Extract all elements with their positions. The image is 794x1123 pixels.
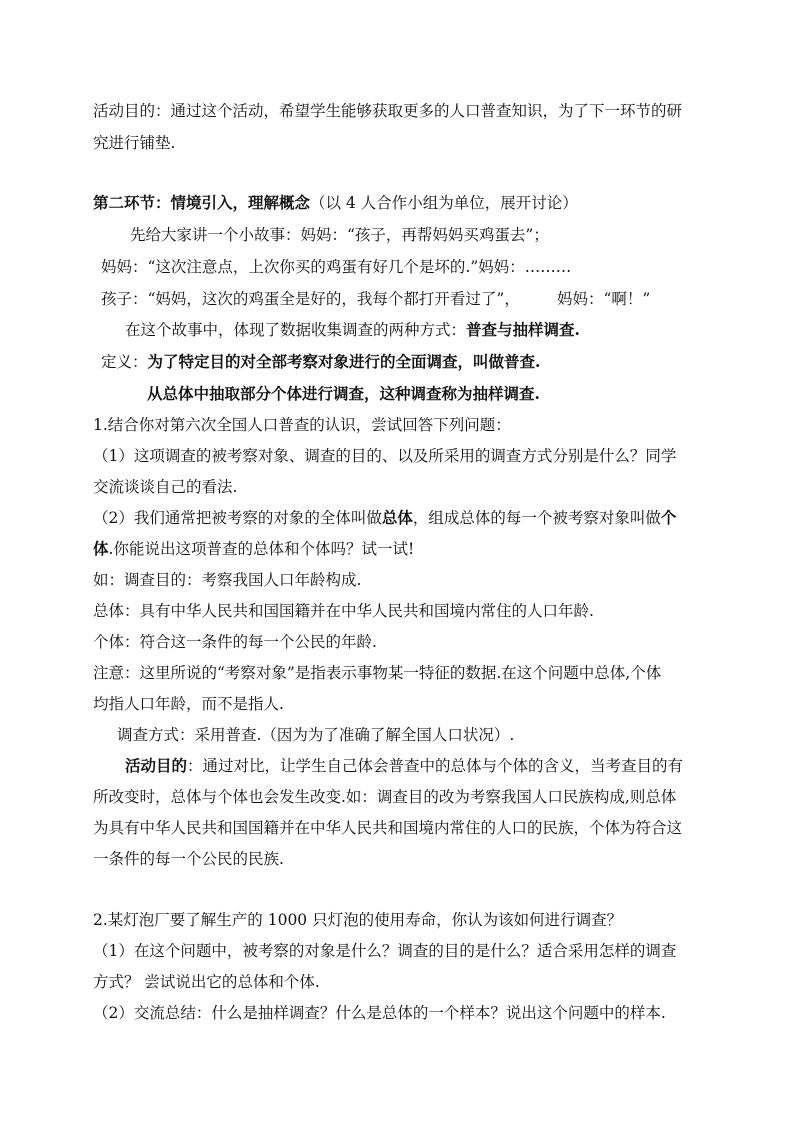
q2-intro: 2.某灯泡厂要了解生产的 1000 只灯泡的使用寿命，你认为该如何进行调查？	[93, 911, 623, 929]
definition-label: 定义：	[101, 353, 148, 371]
activity2-line-2: 所改变时，总体与个体也会发生改变.如：调查目的改为考察我国人口民族构成,则总体	[93, 788, 677, 806]
term-individual-part2: 体	[93, 539, 109, 558]
story-line-3a: 孩子：“妈妈，这次的鸡蛋全是好的，我每个都打开看过了”，	[101, 290, 520, 308]
story-line-3b: 妈妈：“啊！”	[557, 290, 651, 308]
q1-sub2-text-a: （2）我们通常把被考察的对象的全体叫做	[93, 509, 382, 527]
activity2-label: 活动目的	[125, 756, 188, 775]
example-population: 总体：具有中华人民共和国国籍并在中华人民共和国境内常住的人口年龄.	[93, 602, 594, 620]
example-purpose: 如：调查目的：考察我国人口年龄构成.	[93, 571, 362, 589]
q1-sub2-line-1	[93, 508, 676, 528]
q1-sub2-line-2	[93, 539, 414, 559]
activity2-text-1: ：通过对比，让学生自己体会普查中的总体与个体的含义，当考查目的有	[187, 757, 684, 775]
section-2-note: （以 4 人合作小组为单位，展开讨论）	[310, 194, 578, 212]
q1-intro: 1.结合你对第六次全国人口普查的认识，尝试回答下列问题：	[93, 416, 511, 434]
q2-sub1-line-2: 方式？ 尝试说出它的总体和个体.	[93, 973, 320, 991]
example-individual: 个体：符合这一条件的每一个公民的年龄.	[93, 633, 377, 651]
q2-sub2: （2）交流总结：什么是抽样调查？什么是总体的一个样本？说出这个问题中的样本.	[93, 1004, 666, 1022]
q2-sub1-line-1: （1）在这个问题中，被考察的对象是什么？调查的目的是什么？适合采用怎样的调查	[93, 942, 677, 960]
story-line-4	[125, 320, 580, 340]
q1-sub2-text-e: .你能说出这项普查的总体和个体吗？试一试!	[108, 540, 415, 558]
story-line-2: 妈妈：“这次注意点，上次你买的鸡蛋有好几个是坏的.”妈妈：………	[101, 258, 572, 276]
q1-sub1-line-1: （1）这项调查的被考察对象、调查的目的、以及所采用的调查方式分别是什么？同学	[93, 447, 677, 465]
story-line-1: 先给大家讲一个小故事：妈妈：“孩子，再帮妈妈买鸡蛋去”；	[130, 226, 549, 244]
activity2-line-4: 一条件的每一个公民的民族.	[93, 850, 284, 868]
definition-sampling: 从总体中抽取部分个体进行调查，这种调查称为抽样调查.	[147, 384, 540, 403]
activity-purpose-line-1: 活动目的：通过这个活动，希望学生能够获取更多的人口普查知识，为了下一环节的研	[93, 102, 683, 120]
section-2-heading	[93, 193, 578, 213]
survey-methods: 普查与抽样调查.	[466, 320, 580, 339]
term-individual-part1: 个	[660, 508, 677, 527]
activity2-line-1	[125, 756, 683, 776]
q1-sub1-line-2: 交流谈谈自己的看法.	[93, 478, 238, 496]
activity-purpose-line-2: 究进行铺垫.	[93, 134, 176, 152]
notice-line-2: 均指人口年龄，而不是指人.	[93, 695, 284, 713]
term-population: 总体	[381, 508, 413, 527]
notice-line-1: 注意：这里所说的“考察对象”是指表示事物某一特征的数据.在这个问题中总体,个体	[93, 664, 662, 682]
story-line-4-text: 在这个故事中，体现了数据收集调查的两种方式：	[125, 321, 467, 339]
activity2-line-3: 为具有中华人民共和国国籍并在中华人民共和国境内常住的人口的民族，个体为符合这	[93, 819, 683, 837]
q1-sub2-text-c: ，组成总体的每一个被考察对象叫做	[412, 509, 661, 527]
definition-census	[101, 352, 540, 372]
section-2-title: 第二环节：情境引入，理解概念	[93, 193, 311, 212]
survey-method: 调查方式：采用普查.（因为为了准确了解全国人口状况）.	[117, 726, 515, 744]
definition-census-text: 为了特定目的对全部考察对象进行的全面调查，叫做普查.	[147, 352, 541, 371]
